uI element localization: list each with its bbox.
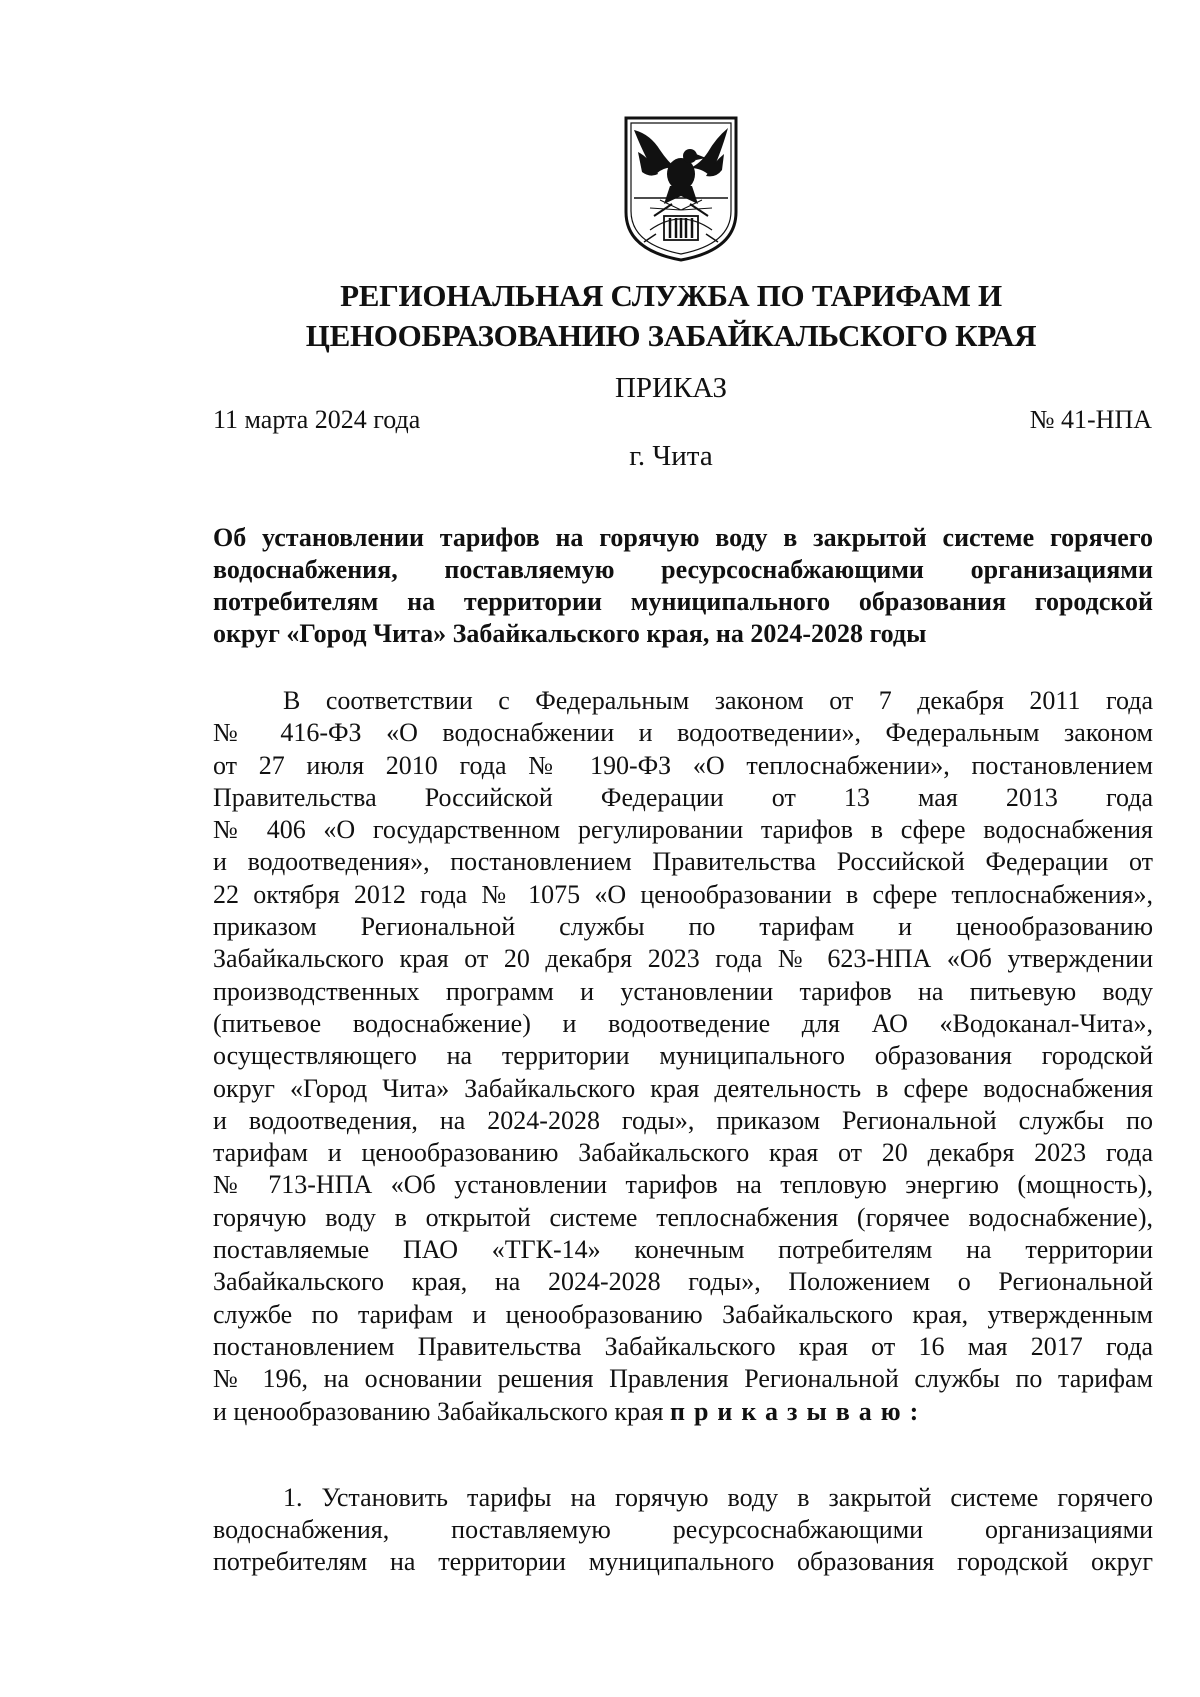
body-line: Правительства Российской Федерации от 13 мая 2013 года [213, 782, 1153, 812]
title-line: водоснабжения, поставляемую ресурсоснабжающими организациями [213, 555, 1153, 584]
body-line: и водоотведения, на 2024-2028 годы», приказом Региональной службы по [213, 1105, 1153, 1135]
body-last-line [213, 1396, 1153, 1428]
body-line: приказом Региональной службы по тарифам и ценообразованию [213, 912, 1153, 942]
organization-name-line-2: ЦЕНООБРАЗОВАНИЮ ЗАБАЙКАЛЬСКОГО КРАЯ [305, 318, 1037, 353]
organization-name-line-1: РЕГИОНАЛЬНАЯ СЛУЖБА ПО ТАРИФАМ И [340, 278, 1002, 313]
body-line: 22 октября 2012 года № 1075 «О ценообразовании в сфере теплоснабжения», [213, 879, 1153, 909]
point-line: водоснабжения, поставляемую ресурсоснабжающими организациями [213, 1515, 1153, 1544]
point-line: 1. Установить тарифы на горячую воду в закрытой системе горячего [283, 1483, 1153, 1512]
body-line: В соответствии с Федеральным законом от 7 декабря 2011 года [283, 686, 1153, 715]
body-last-text: и ценообразованию Забайкальского края [213, 1396, 664, 1426]
organization-name [0, 276, 1200, 356]
order-city: г. Чита [629, 440, 713, 472]
coat-of-arms-emblem [620, 112, 742, 264]
body-line: службе по тарифам и ценообразованию Забайкальского края, утвержденным [213, 1299, 1153, 1329]
body-line: горячую воду в открытой системе теплоснабжения (горячее водоснабжение), [213, 1202, 1153, 1232]
body-line: производственных программ и установлении тарифов на питьевую воду [213, 976, 1153, 1006]
order-date: 11 марта 2024 года [213, 405, 421, 434]
order-number: № 41-НПА [1029, 405, 1152, 434]
body-line: № 196, на основании решения Правления Региональной службы по тарифам [213, 1364, 1153, 1394]
body-line: Забайкальского края от 20 декабря 2023 года № 623-НПА «Об утверждении [213, 944, 1153, 974]
point-1-paragraph [213, 1482, 1153, 1578]
title-line: Об установлении тарифов на горячую воду в закрытой системе горячего [213, 523, 1153, 552]
body-line: тарифам и ценообразованию Забайкальского края от 20 декабря 2023 года [213, 1138, 1153, 1168]
body-line: от 27 июля 2010 года № 190-ФЗ «О теплоснабжении», постановлением [213, 750, 1153, 780]
preamble-paragraph [213, 685, 1153, 1428]
body-line: округ «Город Чита» Забайкальского края деятельность в сфере водоснабжения [213, 1073, 1153, 1103]
body-line: осуществляющего на территории муниципального образования городской [213, 1041, 1153, 1071]
title-line: округ «Город Чита» Забайкальского края, на 2024-2028 годы [213, 619, 927, 648]
body-line: постановлением Правительства Забайкальского края от 16 мая 2017 года [213, 1331, 1153, 1361]
title-line: потребителям на территории муниципального образования городской [213, 587, 1153, 616]
body-line: поставляемые ПАО «ТГК-14» конечным потребителям на территории [213, 1235, 1153, 1265]
body-line: Забайкальского края, на 2024-2028 годы», Положением о Региональной [213, 1267, 1153, 1297]
document-type: ПРИКАЗ [614, 372, 728, 404]
body-line: № 406 «О государственном регулировании тарифов в сфере водоснабжения [213, 815, 1153, 845]
body-line: (питьевое водоснабжение) и водоотведение для АО «Водоканал-Чита», [213, 1008, 1153, 1038]
body-line: № 713-НПА «Об установлении тарифов на тепловую энергию (мощность), [213, 1170, 1153, 1200]
order-verb: приказываю: [669, 1396, 928, 1426]
body-line: № 416-ФЗ «О водоснабжении и водоотведении», Федеральным законом [213, 718, 1153, 748]
order-title [213, 522, 1153, 650]
point-line: потребителям на территории муниципального образования городской округ [213, 1547, 1153, 1576]
body-line: и водоотведения», постановлением Правительства Российской Федерации от [213, 847, 1153, 877]
